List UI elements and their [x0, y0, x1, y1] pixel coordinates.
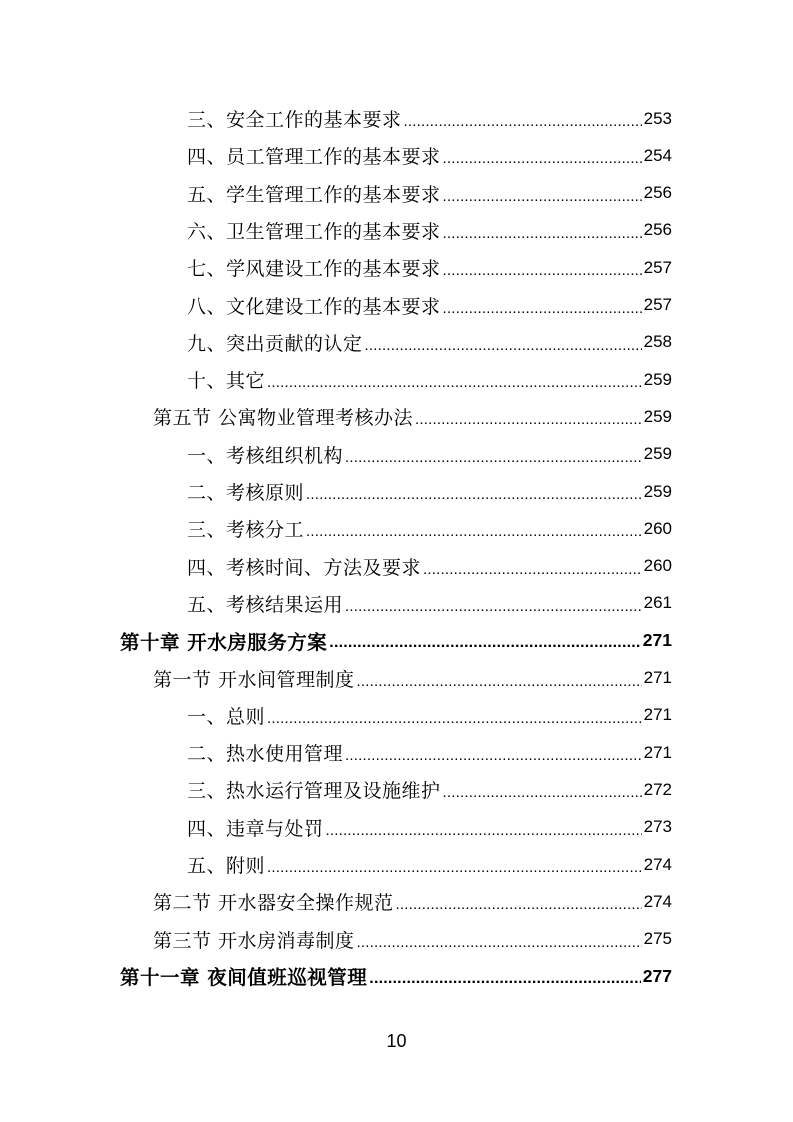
toc-entry-title: 四、考核时间、方法及要求 [187, 556, 422, 579]
toc-leader-dots [267, 863, 642, 883]
toc-entry-page: 260 [643, 518, 672, 538]
page-number: 10 [386, 1031, 407, 1051]
toc-entry-page: 271 [643, 742, 672, 762]
toc-leader-dots [423, 565, 642, 585]
toc-entry-title: 四、员工管理工作的基本要求 [187, 146, 441, 169]
toc-leader-dots [345, 602, 642, 622]
toc-subsection-entry[interactable] [187, 734, 672, 771]
toc-leader-dots [443, 266, 642, 286]
toc-leader-dots [443, 154, 642, 174]
toc-entry-title: 第五节 公寓物业管理考核办法 [153, 407, 414, 430]
toc-leader-dots [396, 900, 642, 920]
toc-entry-page: 271 [643, 705, 672, 725]
toc-entry-page: 273 [643, 817, 672, 837]
toc-chapter-entry[interactable] [120, 622, 672, 659]
toc-entry-page: 254 [643, 145, 672, 165]
toc-entry-title: 八、文化建设工作的基本要求 [187, 295, 441, 318]
toc-entry-page: 258 [643, 332, 672, 352]
toc-leader-dots [443, 788, 642, 808]
toc-entry-title: 九、突出贡献的认定 [187, 332, 363, 355]
toc-subsection-entry[interactable] [187, 585, 672, 622]
toc-leader-dots [267, 378, 642, 398]
toc-section-entry[interactable] [153, 660, 672, 697]
toc-leader-dots [345, 453, 642, 473]
toc-entry-page: 259 [643, 369, 672, 389]
toc-subsection-entry[interactable] [187, 324, 672, 361]
toc-leader-dots [329, 639, 641, 659]
toc-entry-title: 第三节 开水房消毒制度 [153, 929, 355, 952]
toc-entry-page: 259 [643, 444, 672, 464]
toc-leader-dots [443, 304, 642, 324]
toc-leader-dots [404, 117, 642, 137]
toc-leader-dots [357, 938, 642, 958]
toc-leader-dots [369, 975, 641, 995]
toc-subsection-entry[interactable] [187, 249, 672, 286]
toc-entry-page: 253 [643, 108, 672, 128]
toc-entry-title: 三、安全工作的基本要求 [187, 109, 402, 131]
toc-subsection-entry[interactable] [187, 510, 672, 547]
toc-section-entry[interactable] [153, 921, 672, 958]
toc-leader-dots [306, 490, 642, 510]
toc-entry-page: 271 [643, 668, 672, 687]
toc-subsection-entry[interactable] [187, 361, 672, 398]
toc-entry-page: 257 [643, 295, 672, 314]
toc-entry-page: 271 [642, 630, 672, 651]
toc-leader-dots [365, 341, 642, 361]
toc-entry-title: 十、其它 [187, 370, 266, 393]
toc-subsection-entry[interactable] [187, 137, 672, 174]
toc-entry-page: 260 [643, 556, 672, 576]
toc-leader-dots [306, 527, 642, 547]
toc-entry-title: 五、附则 [187, 855, 266, 877]
toc-entry-page: 256 [643, 183, 672, 203]
toc-subsection-entry[interactable] [187, 175, 672, 212]
toc-section-entry[interactable] [153, 398, 672, 435]
toc-entry-page: 277 [642, 965, 672, 986]
toc-entry-page: 259 [643, 406, 672, 426]
toc-entry-title: 六、卫生管理工作的基本要求 [187, 220, 441, 243]
toc-leader-dots [443, 192, 642, 212]
toc-entry-title: 第十一章 夜间值班巡视管理 [120, 966, 368, 990]
toc-subsection-entry[interactable] [187, 287, 672, 324]
toc-entry-title: 三、考核分工 [187, 519, 305, 542]
toc-leader-dots [345, 751, 642, 771]
toc-entry-page: 272 [643, 779, 672, 799]
toc-entry-page: 274 [643, 891, 672, 911]
toc-entry-title: 第二节 开水器安全操作规范 [153, 892, 394, 915]
toc-subsection-entry[interactable] [187, 548, 672, 585]
toc-subsection-entry[interactable] [187, 473, 672, 510]
toc-subsection-entry[interactable] [187, 846, 672, 883]
toc-subsection-entry[interactable] [187, 771, 672, 808]
toc-leader-dots [415, 415, 642, 435]
toc-leader-dots [267, 714, 642, 734]
toc-entry-page: 256 [643, 220, 672, 240]
toc-subsection-entry[interactable] [187, 212, 672, 249]
toc-entry-title: 二、热水使用管理 [187, 743, 344, 766]
toc-entry-title: 七、学风建设工作的基本要求 [187, 258, 441, 281]
toc-entry-title: 五、考核结果运用 [187, 593, 344, 616]
toc-entry-title: 第一节 开水间管理制度 [153, 668, 355, 691]
toc-entry-page: 259 [643, 481, 672, 501]
toc-entry-title: 四、违章与处罚 [187, 817, 324, 840]
toc-entry-title: 第十章 开水房服务方案 [120, 630, 328, 654]
toc-entry-title: 五、学生管理工作的基本要求 [187, 183, 441, 206]
toc-subsection-entry[interactable] [187, 697, 672, 734]
toc-entry-title: 一、考核组织机构 [187, 444, 344, 467]
toc-entry-page: 274 [643, 854, 672, 874]
toc-leader-dots [357, 677, 642, 697]
toc-entry-title: 一、总则 [187, 705, 266, 728]
toc-leader-dots [443, 229, 642, 249]
toc-leader-dots [326, 826, 642, 846]
toc-subsection-entry[interactable] [187, 436, 672, 473]
toc-subsection-entry[interactable] [187, 100, 672, 137]
toc-entry-page: 275 [643, 929, 672, 949]
toc-section-entry[interactable] [153, 883, 672, 920]
toc-entry-page: 257 [643, 257, 672, 277]
toc-chapter-entry[interactable] [120, 958, 672, 995]
toc-entry-title: 三、热水运行管理及设施维护 [187, 780, 441, 803]
toc-subsection-entry[interactable] [187, 809, 672, 846]
toc-entry-page: 261 [643, 593, 672, 613]
toc-entry-title: 二、考核原则 [187, 482, 305, 504]
